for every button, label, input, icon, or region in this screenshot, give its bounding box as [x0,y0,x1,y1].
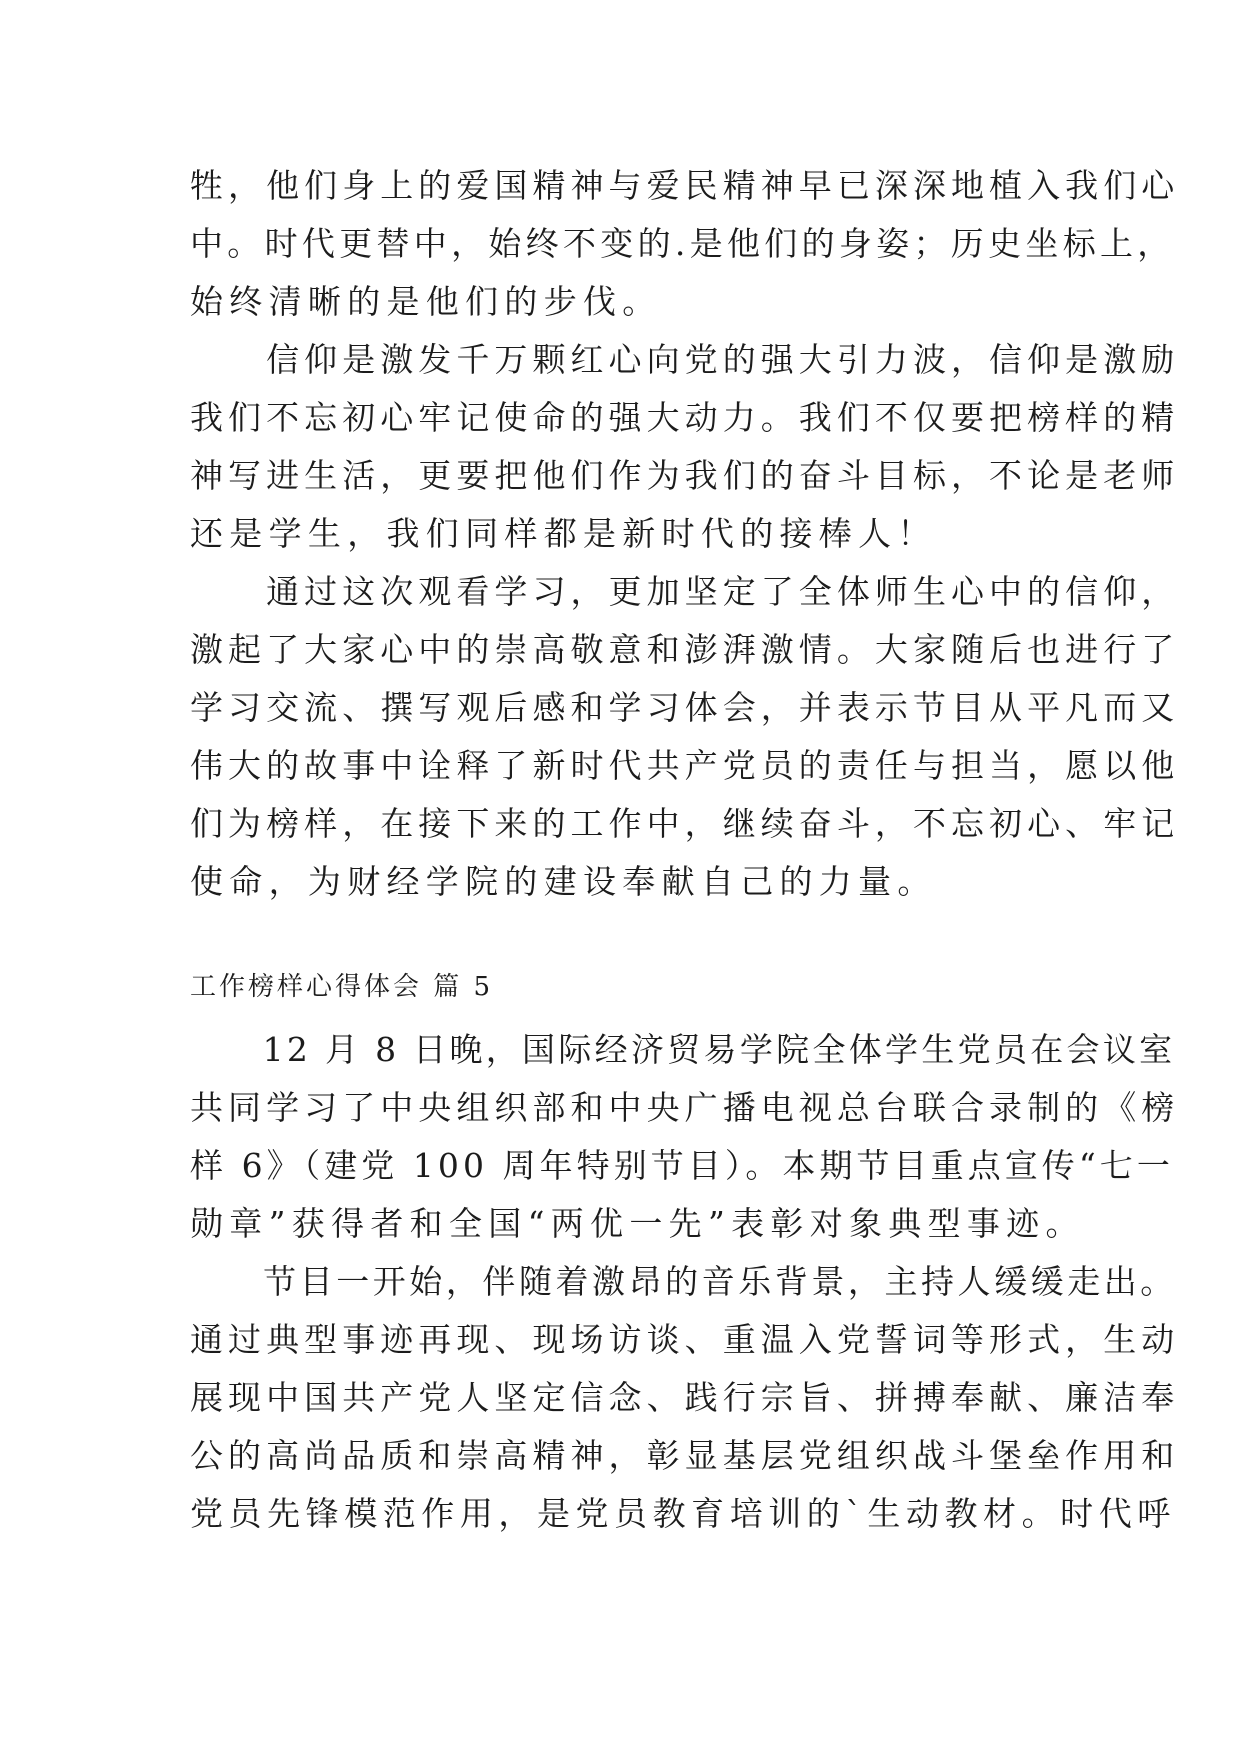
text-line: 还是学生，我们同样都是新时代的接棒人！ [190,514,937,553]
text-line: 共同学习了中央组织部和中央广播电视总台联合录制的《榜 [190,1088,1180,1127]
section-heading: 工作榜样心得体会 篇 5 [190,972,494,1002]
text-line: 们为榜样，在接下来的工作中，继续奋斗，不忘初心、牢记 [190,804,1180,843]
text-line: 中。时代更替中，始终不变的.是他们的身姿；历史坐标上， [190,224,1175,263]
text-line: 通过典型事迹再现、现场访谈、重温入党誓词等形式，生动 [190,1320,1180,1359]
text-line: 我们不忘初心牢记使命的强大动力。我们不仅要把榜样的精 [190,398,1180,437]
text-line: 学习交流、撰写观后感和学习体会，并表示节目从平凡而又 [190,688,1180,727]
text-line: 始终清晰的是他们的步伐。 [190,282,662,321]
text-line: 使命，为财经学院的建设奉献自己的力量。 [190,862,937,901]
text-line: 样 6》（建党 100 周年特别节目）。本期节目重点宣传“七一 [190,1146,1174,1185]
text-line: 节目一开始，伴随着激昂的音乐背景，主持人缓缓走出。 [190,1262,1177,1301]
text-line: 勋章”获得者和全国“两优一先”表彰对象典型事迹。 [190,1204,1085,1243]
text-line: 神写进生活，更要把他们作为我们的奋斗目标，不论是老师 [190,456,1180,495]
text-line: 信仰是激发千万颗红心向党的强大引力波，信仰是激励 [190,340,1180,379]
text-line: 展现中国共产党人坚定信念、践行宗旨、拼搏奉献、廉洁奉 [190,1378,1180,1417]
text-line: 激起了大家心中的崇高敬意和澎湃激情。大家随后也进行了 [190,630,1180,669]
text-line: 12 月 8 日晚，国际经济贸易学院全体学生党员在会议室 [190,1030,1176,1069]
text-line: 伟大的故事中诠释了新时代共产党员的责任与担当，愿以他 [190,746,1180,785]
text-line: 牲，他们身上的爱国精神与爱民精神早已深深地植入我们心 [190,166,1180,205]
text-line: 公的高尚品质和崇高精神，彰显基层党组织战斗堡垒作用和 [190,1436,1180,1475]
text-line: 党员先锋模范作用，是党员教育培训的`生动教材。时代呼 [190,1494,1176,1533]
text-line: 通过这次观看学习，更加坚定了全体师生心中的信仰， [190,572,1180,611]
